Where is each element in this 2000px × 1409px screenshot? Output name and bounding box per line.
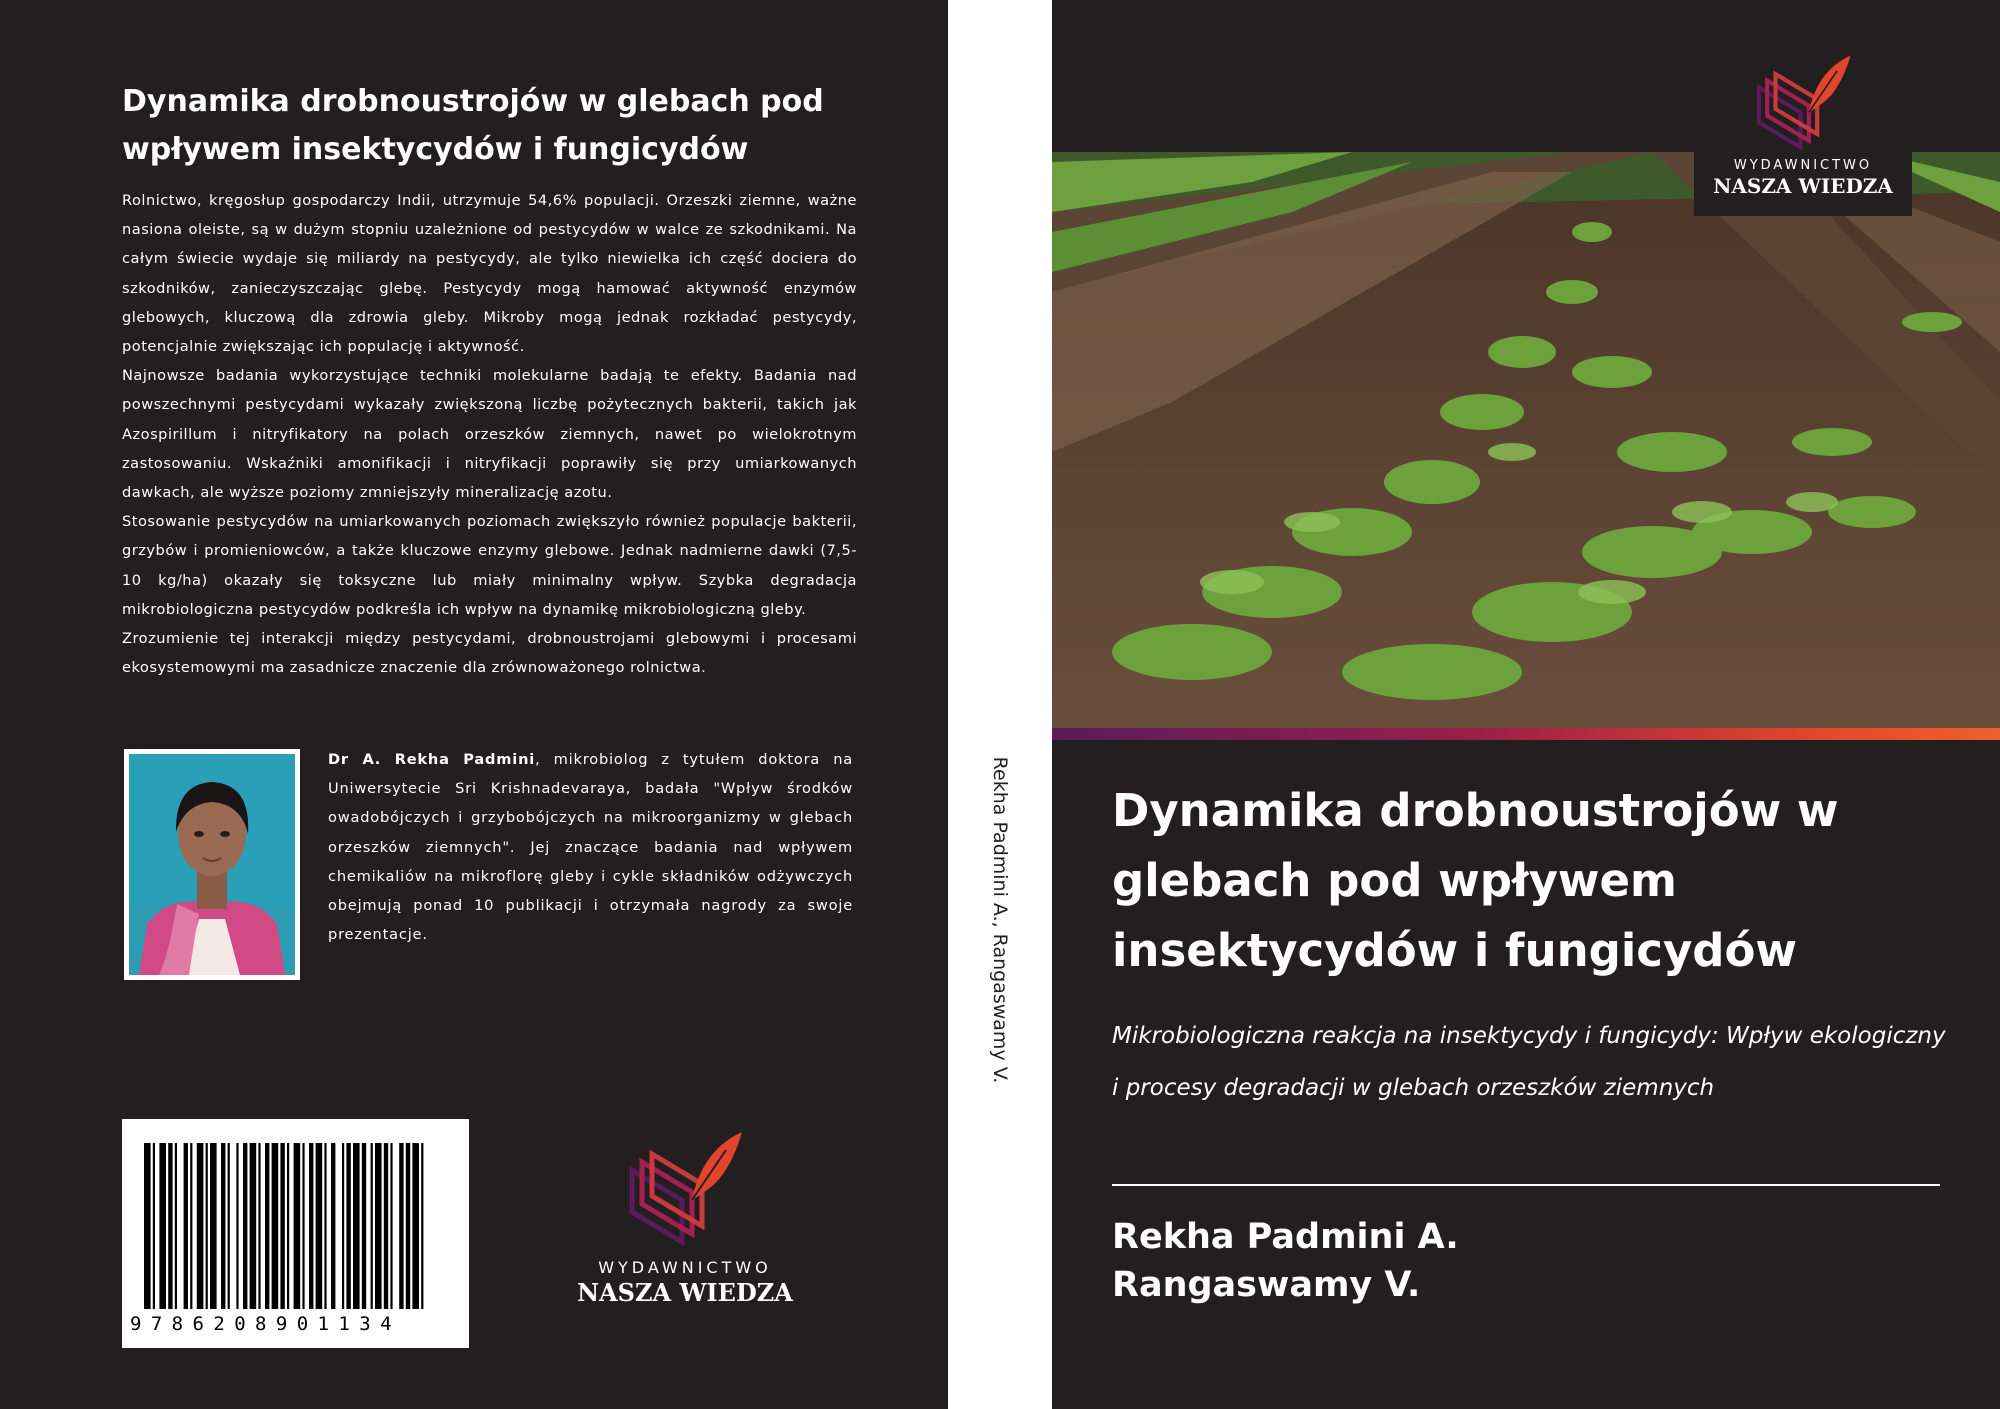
barcode-bar: [346, 1143, 350, 1309]
barcode-bar: [353, 1143, 360, 1309]
blurb-paragraph: Stosowanie pestycydów na umiarkowanych poziomach zwiększyło również populacje bakterii, grzybów i promieniowców, a także kluczowe enzymy glebowe. Jednak nadmierne dawki (7,5-10 kg/ha) okazały się toksyczne lub miały minimalny wpływ. Szybka degradacja mikrobiologiczna pestycydów podkreśla ich wpływ na dynamikę mikrobiologiczną gleby.: [122, 513, 857, 618]
front-cover-title: Dynamika drobnoustrojów w glebach pod wpływem insektycydów i fungicydów: [1112, 784, 1839, 977]
author-photo: [124, 749, 300, 980]
isbn-barcode: [122, 1119, 469, 1348]
barcode-bar: [342, 1143, 344, 1309]
barcode-bar: [190, 1143, 192, 1309]
barcode-bar: [206, 1143, 208, 1309]
spine-authors: Rekha Padmini A., Rangaswamy V.: [989, 756, 1011, 1084]
barcode-bar: [197, 1143, 204, 1309]
publisher-line1: WYDAWNICTWO: [1733, 158, 1873, 173]
barcode-bar: [375, 1143, 382, 1309]
barcode-bar: [258, 1143, 260, 1309]
blurb-paragraph: Rolnictwo, kręgosłup gospodarczy Indii, utrzymuje 54,6% populacji. Orzeszki ziemne, ważne nasiona oleiste, są w dużym stopniu uzależnione od pestycydów w walce ze szkodnikami. Na całym świecie wydaje się miliardy na pestycydy, ale tylko niewielka ich część dociera do szkodników, zanieczyszczając glebę. Pestycydy mogą hamować aktywność enzymów glebowych, kluczową dla zdrowia gleby. Mikroby mogą jednak rozkładać pestycydy, potencjalnie zwiększając ich populację i aktywność.: [122, 192, 857, 356]
barcode-bar: [390, 1143, 392, 1309]
barcode-bar: [362, 1143, 366, 1309]
barcode-bar: [406, 1143, 410, 1309]
back-cover-blurb: [122, 186, 857, 682]
barcode-bar: [210, 1143, 217, 1309]
barcode-bar: [144, 1143, 151, 1309]
back-cover-title: Dynamika drobnoustrojów w glebach pod wpływem insektycydów i fungicydów: [122, 84, 824, 167]
barcode-bar: [175, 1143, 177, 1309]
barcode-bar: [324, 1143, 326, 1309]
barcode-bar: [153, 1143, 155, 1309]
author-name: Rekha Padmini A.: [1112, 1217, 1459, 1257]
quill-book-icon: [1744, 54, 1862, 154]
barcode-bar: [294, 1143, 301, 1309]
front-cover-authors: [1112, 1213, 1459, 1309]
publisher-line2: NASZA WIEDZA: [577, 1278, 793, 1307]
blurb-paragraph: Zrozumienie tej interakcji między pestycydami, drobnoustrojami glebowymi i procesami ekosystemowymi ma zasadnicze znaczenie dla zrównoważonego rolnictwa.: [122, 630, 857, 677]
barcode-bar: [421, 1143, 423, 1309]
author-name: Rangaswamy V.: [1112, 1265, 1421, 1305]
barcode-bar: [384, 1143, 388, 1309]
publisher-line2: NASZA WIEDZA: [1713, 174, 1893, 198]
barcode-bar: [412, 1143, 419, 1309]
barcode-bar: [184, 1143, 188, 1309]
front-cover-subtitle: Mikrobiologiczna reakcja na insektycydy i fungicydy: Wpływ ekologiczny i procesy degradacji w glebach orzeszków ziemnych: [1112, 1023, 1946, 1101]
publisher-logo-back: [560, 1120, 810, 1310]
barcode-bar: [272, 1143, 279, 1309]
author-bio-text: , mikrobiolog z tytułem doktora na Uniwersytecie Sri Krishnadevaraya, badała "Wpływ środków owadobójczych i grzybobójczych na mikroorganizmy w glebach orzeszków ziemnych". Jej znaczące badania nad wpływem chemikaliów na mikroflorę gleby i cykle składników odżywczych obejmują ponad 10 publikacji i otrzymała nagrody za swoje prezentacje.: [328, 751, 853, 944]
barcode-bar: [168, 1143, 172, 1309]
barcode-bar: [280, 1143, 284, 1309]
publisher-logo-front: [1694, 50, 1912, 216]
cover-photo-peanut-field: [1052, 152, 2000, 728]
barcode-bar: [236, 1143, 238, 1309]
author-bio: [328, 745, 853, 949]
barcode-bar: [265, 1143, 269, 1309]
barcode-bar: [316, 1143, 323, 1309]
barcode-bar: [399, 1143, 403, 1309]
divider: [1112, 1184, 1940, 1186]
quill-book-icon: [622, 1130, 748, 1250]
barcode-bar: [331, 1143, 335, 1309]
barcode-bar: [287, 1143, 289, 1309]
barcode-bar: [221, 1143, 225, 1309]
author-bio-name: Dr A. Rekha Padmini: [328, 751, 536, 768]
barcode-bar: [250, 1143, 257, 1309]
barcode-bar: [228, 1143, 230, 1309]
barcode-bar: [243, 1143, 247, 1309]
isbn-digits: 9786208901134: [130, 1313, 401, 1335]
blurb-paragraph: Najnowsze badania wykorzystujące techniki molekularne badają te efekty. Badania nad powszechnymi pestycydami wykazały zwiększoną liczbę pożytecznych bakterii, takich jak Azospirillum i nitryfikatory na polach orzeszków ziemnych, nawet po wielokrotnym zastosowaniu. Wskaźniki amonifikacji i nitryfikacji poprawiły się przy umiarkowanych dawkach, ale wyższe poziomy zmniejszyły mineralizację azotu.: [122, 367, 857, 502]
barcode-bar: [371, 1143, 373, 1309]
barcode-bar: [159, 1143, 166, 1309]
barcode-bar: [302, 1143, 304, 1309]
color-bar: [1052, 728, 2000, 740]
barcode-bar: [309, 1143, 313, 1309]
publisher-line1: WYDAWNICTWO: [598, 1258, 772, 1277]
spine: [948, 0, 1052, 1409]
